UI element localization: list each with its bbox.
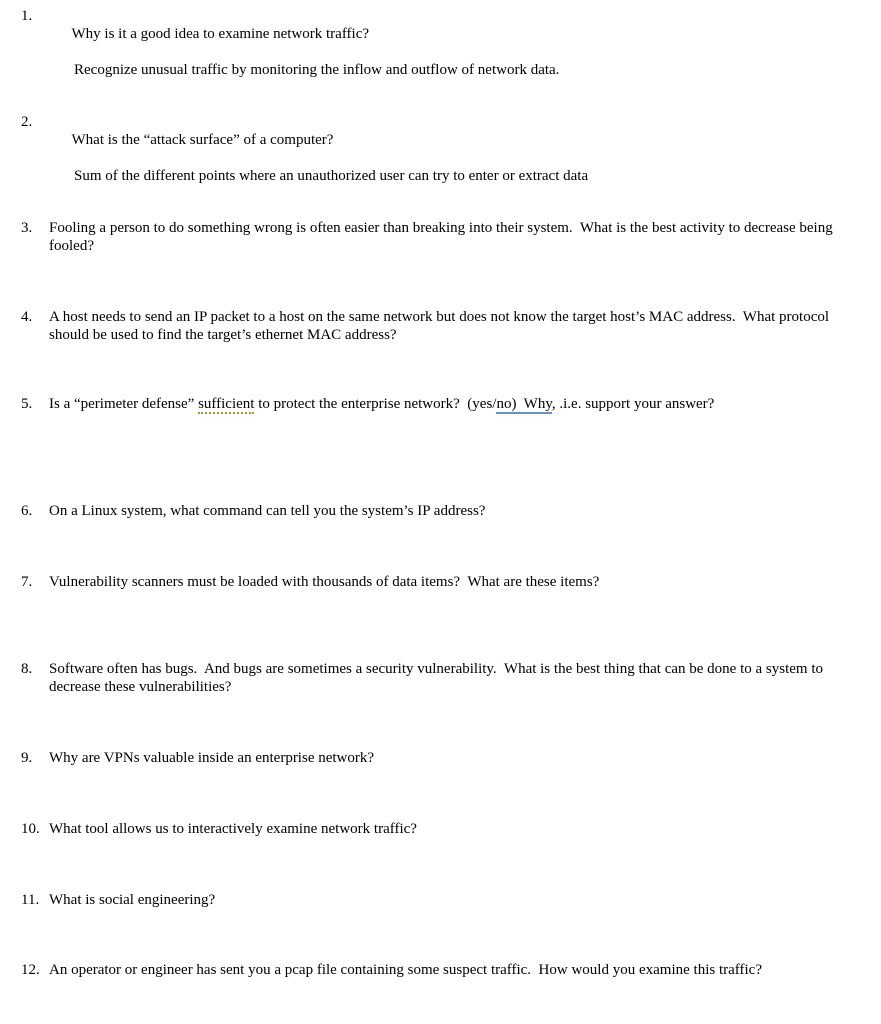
question-number: 1. <box>21 8 33 24</box>
question-number: 5. <box>21 396 33 412</box>
answer-text: Sum of the different points where an unauthorized user can try to enter or extract data <box>74 168 589 184</box>
question-text: An operator or engineer has sent you a pcap file containing some suspect traffic. How would you examine this traffic? <box>49 962 762 978</box>
question-text: Why are VPNs valuable inside an enterprise network? <box>49 750 375 766</box>
question-text <box>49 395 859 413</box>
question-number: 10. <box>21 821 40 837</box>
question-item-4 <box>21 308 859 344</box>
question-text: What tool allows us to interactively examine network traffic? <box>49 821 417 837</box>
question-text <box>49 113 859 221</box>
grammar-flagged-word: sufficient <box>198 396 255 412</box>
question-text: On a Linux system, what command can tell you the system’s IP address? <box>49 503 486 519</box>
question-text-segment: , .i.e. support your answer? <box>551 396 715 412</box>
question-number: 9. <box>21 750 33 766</box>
question-text <box>49 7 859 115</box>
question-item-6 <box>21 502 859 520</box>
question-number: 6. <box>21 503 33 519</box>
question-item-2 <box>21 113 859 221</box>
question-item-3 <box>21 219 859 255</box>
question-number: 12. <box>21 962 40 978</box>
answer-text: Recognize unusual traffic by monitoring the inflow and outflow of network data. <box>74 62 560 78</box>
question-item-8 <box>21 660 859 696</box>
question-item-10 <box>21 820 859 838</box>
question-item-12 <box>21 961 859 979</box>
question-text: What is social engineering? <box>49 892 216 908</box>
question-item-9 <box>21 749 859 767</box>
question-number: 11. <box>21 892 40 908</box>
underlined-answer: no) Why <box>496 396 552 412</box>
question-number: 8. <box>21 661 33 677</box>
question-item-1 <box>21 7 859 115</box>
question-text: A host needs to send an IP packet to a host on the same network but does not know the target host’s MAC address. What protocol should be used to find the target’s ethernet MAC address? <box>49 309 833 343</box>
question-number: 7. <box>21 574 33 590</box>
question-text-line: What is the “attack surface” of a computer? <box>71 132 334 148</box>
question-item-7 <box>21 573 859 591</box>
question-text: Fooling a person to do something wrong is often easier than breaking into their system. What is the best activity to decrease being fooled? <box>49 220 837 254</box>
question-text: Software often has bugs. And bugs are sometimes a security vulnerability. What is the best thing that can be done to a system to decrease these vulnerabilities? <box>49 661 827 695</box>
question-number: 3. <box>21 220 33 236</box>
question-text-line: Why is it a good idea to examine network traffic? <box>71 26 370 42</box>
question-item-11 <box>21 891 859 909</box>
question-number: 4. <box>21 309 33 325</box>
question-text-segment: to protect the enterprise network? (yes/ <box>254 396 497 412</box>
question-number: 2. <box>21 114 33 130</box>
question-text-segment: Is a “perimeter defense” <box>49 396 199 412</box>
question-item-5 <box>21 395 859 413</box>
question-text: Vulnerability scanners must be loaded with thousands of data items? What are these items? <box>49 574 600 590</box>
